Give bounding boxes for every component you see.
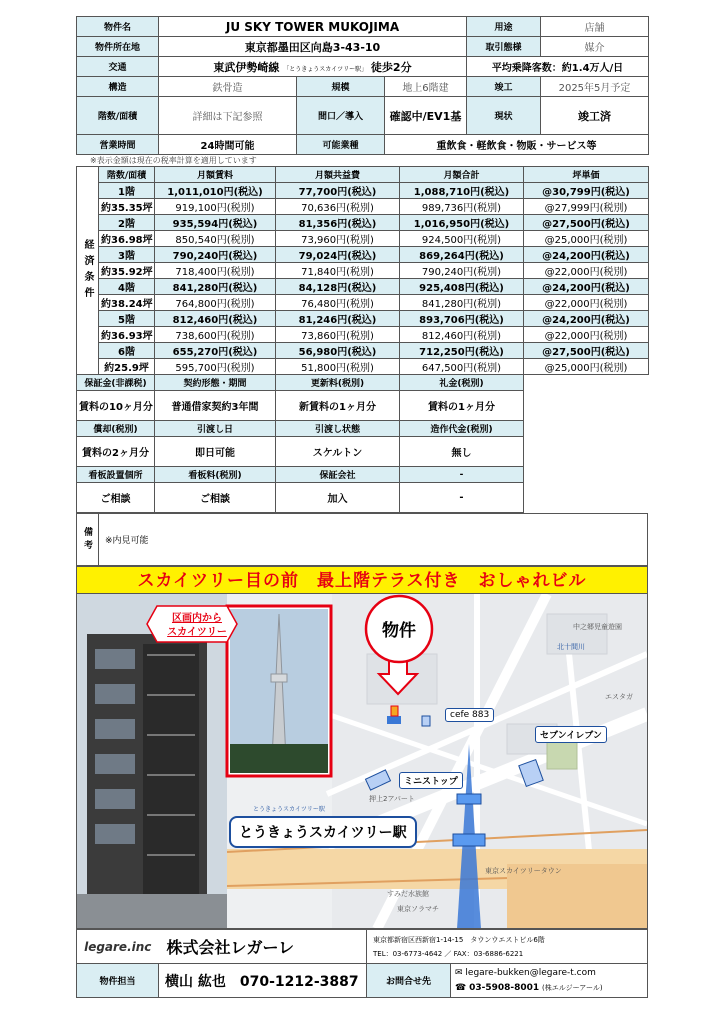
- business-value: 重飲食・軽飲食・物販・サービス等: [385, 135, 649, 155]
- property-info-table: [76, 16, 649, 155]
- price-cell: 76,480円(税別): [276, 295, 400, 311]
- hours-value: 24時間可能: [159, 135, 297, 155]
- economics-row: [77, 263, 649, 279]
- contact-email[interactable]: [455, 966, 645, 981]
- ministop-label: ミニストップ: [399, 772, 463, 789]
- floor-area-cell: 3階: [99, 247, 155, 263]
- structure-value: 鉄骨造: [159, 77, 297, 97]
- cafe-label: cefe 883: [445, 708, 494, 722]
- photo-map-area: [76, 594, 648, 929]
- floor-area-cell: 約25.9坪: [99, 359, 155, 375]
- map-label-river: 北十間川: [557, 643, 585, 651]
- terms-value: ご相談: [77, 483, 155, 513]
- deal-value: 媒介: [541, 37, 649, 57]
- completion-value: 2025年5月予定: [541, 77, 649, 97]
- price-cell: 841,280円(税別): [400, 295, 524, 311]
- price-cell: 925,408円(税込): [400, 279, 524, 295]
- skytree-bubble: [162, 612, 232, 640]
- status-value: 竣工済: [541, 97, 649, 135]
- property-sheet: [76, 16, 648, 998]
- scale-value: 地上6階建: [385, 77, 467, 97]
- price-cell: 647,500円(税別): [400, 359, 524, 375]
- floor-area-cell: 6階: [99, 343, 155, 359]
- terms-value: -: [400, 483, 524, 513]
- price-cell: @24,200円(税込): [524, 247, 649, 263]
- economics-row: [77, 215, 649, 231]
- price-cell: 77,700円(税込): [276, 183, 400, 199]
- floor-area-cell: 4階: [99, 279, 155, 295]
- floor-area-cell: 約35.35坪: [99, 199, 155, 215]
- promo-banner: スカイツリー目の前 最上階テラス付き おしゃれビル: [76, 566, 648, 594]
- map-label-sumida: すみだ水族館: [387, 890, 429, 898]
- address-value: 東京都墨田区向島3-43-10: [159, 37, 467, 57]
- price-cell: @25,000円(税別): [524, 231, 649, 247]
- column-header: 階数/面積: [99, 167, 155, 183]
- company-tel-fax: TEL：03-6773-4642 ／ FAX：03-6886-6221: [373, 949, 524, 958]
- floors-value: 詳細は下記参照: [159, 97, 297, 135]
- price-cell: 738,600円(税別): [155, 327, 276, 343]
- column-header: 月額合計: [400, 167, 524, 183]
- train-line: 東武伊勢崎線: [213, 60, 280, 74]
- price-cell: 79,024円(税込): [276, 247, 400, 263]
- economics-row: [77, 279, 649, 295]
- price-cell: 73,860円(税別): [276, 327, 400, 343]
- company-address-block: [367, 930, 648, 964]
- column-header: 坪単価: [524, 167, 649, 183]
- column-header: 月額賃料: [155, 167, 276, 183]
- economics-row: [77, 231, 649, 247]
- seven-eleven-label: セブンイレブン: [535, 726, 607, 743]
- price-cell: @30,799円(税込): [524, 183, 649, 199]
- tax-note: ※表示金額は現在の税率計算を適用しています: [90, 156, 257, 165]
- frontage-label: 間口／導入: [297, 97, 385, 135]
- remarks-text: ※内見可能: [99, 514, 648, 566]
- price-cell: 812,460円(税別): [400, 327, 524, 343]
- terms-label: 造作代金(税別): [400, 421, 524, 437]
- terms-label: 契約形態・期間: [155, 375, 276, 391]
- column-header: 月額共益費: [276, 167, 400, 183]
- company-footer: [76, 929, 648, 998]
- terms-value: 新賃料の1ヶ月分: [276, 391, 400, 421]
- price-cell: 790,240円(税別): [400, 263, 524, 279]
- walk-time: 徒歩2分: [370, 60, 412, 74]
- price-cell: 893,706円(税込): [400, 311, 524, 327]
- price-cell: 73,960円(税別): [276, 231, 400, 247]
- bubble-line: スカイツリー: [167, 627, 227, 638]
- map-label-solamachi: 東京ソラマチ: [397, 905, 439, 913]
- price-cell: 595,700円(税別): [155, 359, 276, 375]
- terms-label: 更新料(税別): [276, 375, 400, 391]
- property-name-label: 物件名: [77, 17, 159, 37]
- economics-row: [77, 311, 649, 327]
- remarks-label: 備考: [77, 514, 99, 566]
- map-label-park: 中之郷児童遊園: [573, 623, 622, 631]
- price-cell: 1,011,010円(税込): [155, 183, 276, 199]
- floor-area-cell: 1階: [99, 183, 155, 199]
- floor-area-cell: 約36.93坪: [99, 327, 155, 343]
- floor-area-cell: 2階: [99, 215, 155, 231]
- economics-table: [76, 166, 649, 513]
- map-label-oshiage: 押上2アパート: [369, 795, 415, 803]
- price-cell: 850,540円(税別): [155, 231, 276, 247]
- economics-row: [77, 199, 649, 215]
- price-cell: 869,264円(税込): [400, 247, 524, 263]
- terms-value: 賃料の10ヶ月分: [77, 391, 155, 421]
- company-name: 株式会社レガーレ: [159, 930, 367, 964]
- price-cell: @25,000円(税別): [524, 359, 649, 375]
- terms-value: 即日可能: [155, 437, 276, 467]
- terms-value: 賃料の2ヶ月分: [77, 437, 155, 467]
- price-cell: @27,500円(税込): [524, 343, 649, 359]
- price-cell: 718,400円(税別): [155, 263, 276, 279]
- price-cell: 841,280円(税込): [155, 279, 276, 295]
- terms-label: 礼金(税別): [400, 375, 524, 391]
- terms-label: 看板設置個所: [77, 467, 155, 483]
- terms-value: 無し: [400, 437, 524, 467]
- terms-value: 賃料の1ヶ月分: [400, 391, 524, 421]
- terms-label: 保証会社: [276, 467, 400, 483]
- status-label: 現状: [467, 97, 541, 135]
- logo-text: legare.inc: [84, 939, 152, 954]
- company-logo: [77, 930, 159, 964]
- completion-label: 竣工: [467, 77, 541, 97]
- company-address: 東京都新宿区西新宿1-14-15 タウンウエストビル6階: [373, 935, 545, 944]
- economics-row: [77, 343, 649, 359]
- floor-area-cell: 約36.98坪: [99, 231, 155, 247]
- economics-row: [77, 327, 649, 343]
- floor-area-cell: 5階: [99, 311, 155, 327]
- scale-label: 規模: [297, 77, 385, 97]
- price-cell: 56,980円(税込): [276, 343, 400, 359]
- email-text: legare-bukken@legare-t.com: [465, 967, 596, 978]
- map-label-skytown: 東京スカイツリータウン: [485, 867, 562, 875]
- deal-label: 取引態様: [467, 37, 541, 57]
- phone-icon: ☎: [455, 982, 470, 993]
- terms-label: 看板料(税別): [155, 467, 276, 483]
- property-name: JU SKY TOWER MUKOJIMA: [159, 17, 467, 37]
- agent-info: 横山 紘也 070-1212-3887: [159, 964, 367, 998]
- passenger-count: 平均乗降客数：約1.4万人/日: [467, 57, 649, 77]
- contact-phone[interactable]: [455, 981, 645, 996]
- frontage-value: 確認中/EV1基: [385, 97, 467, 135]
- price-cell: @24,200円(税込): [524, 279, 649, 295]
- floor-area-cell: 約35.92坪: [99, 263, 155, 279]
- hours-label: 営業時間: [77, 135, 159, 155]
- price-cell: 924,500円(税別): [400, 231, 524, 247]
- phone-note: (株エルジーアール): [542, 983, 603, 992]
- price-cell: 71,840円(税別): [276, 263, 400, 279]
- terms-label: 引渡し日: [155, 421, 276, 437]
- phone-text: 03-5908-8001: [469, 982, 540, 993]
- economics-row: [77, 183, 649, 199]
- economics-row: [77, 359, 649, 375]
- terms-label: -: [400, 467, 524, 483]
- price-cell: 812,460円(税込): [155, 311, 276, 327]
- price-cell: 655,270円(税込): [155, 343, 276, 359]
- transport-value: [159, 57, 467, 77]
- terms-value: ご相談: [155, 483, 276, 513]
- price-cell: 919,100円(税別): [155, 199, 276, 215]
- structure-label: 構造: [77, 77, 159, 97]
- price-cell: 70,636円(税別): [276, 199, 400, 215]
- terms-label: 償却(税別): [77, 421, 155, 437]
- agent-label: 物件担当: [77, 964, 159, 998]
- remarks-table: [76, 513, 648, 566]
- contact-block: [451, 964, 648, 998]
- terms-label: 引渡し状態: [276, 421, 400, 437]
- terms-value: 加入: [276, 483, 400, 513]
- contact-label: お問合せ先: [367, 964, 451, 998]
- business-label: 可能業種: [297, 135, 385, 155]
- economics-row: [77, 295, 649, 311]
- price-cell: 935,594円(税込): [155, 215, 276, 231]
- price-cell: 712,250円(税込): [400, 343, 524, 359]
- address-label: 物件所在地: [77, 37, 159, 57]
- economics-side-label: 経済条件: [77, 167, 99, 375]
- bubble-line: 区画内から: [172, 613, 222, 624]
- price-cell: 81,246円(税込): [276, 311, 400, 327]
- station-callout: とうきょうスカイツリー駅: [229, 816, 417, 848]
- station-name-small: 「とうきょうスカイツリー駅」: [283, 65, 368, 73]
- price-cell: 1,088,710円(税込): [400, 183, 524, 199]
- map-label-line: とうきょうスカイツリー駅: [253, 806, 325, 813]
- terms-value: 普通借家契約3年間: [155, 391, 276, 421]
- price-cell: 989,736円(税別): [400, 199, 524, 215]
- price-cell: 764,800円(税別): [155, 295, 276, 311]
- mail-icon: ✉: [455, 967, 466, 978]
- floors-label: 階数/面積: [77, 97, 159, 135]
- terms-value: スケルトン: [276, 437, 400, 467]
- economics-row: [77, 247, 649, 263]
- price-cell: 51,800円(税別): [276, 359, 400, 375]
- property-marker-label: 物件: [382, 621, 416, 641]
- use-label: 用途: [467, 17, 541, 37]
- price-cell: @22,000円(税別): [524, 327, 649, 343]
- price-cell: @27,999円(税別): [524, 199, 649, 215]
- floor-area-cell: 約38.24坪: [99, 295, 155, 311]
- price-cell: @27,500円(税込): [524, 215, 649, 231]
- terms-label: 保証金(非課税): [77, 375, 155, 391]
- map-label-ekuta: エスタガ: [605, 693, 633, 701]
- price-cell: @22,000円(税別): [524, 295, 649, 311]
- transport-label: 交通: [77, 57, 159, 77]
- price-cell: 84,128円(税込): [276, 279, 400, 295]
- price-cell: @24,200円(税込): [524, 311, 649, 327]
- price-cell: 1,016,950円(税込): [400, 215, 524, 231]
- use-value: 店舗: [541, 17, 649, 37]
- price-cell: 81,356円(税込): [276, 215, 400, 231]
- price-cell: 790,240円(税込): [155, 247, 276, 263]
- price-cell: @22,000円(税別): [524, 263, 649, 279]
